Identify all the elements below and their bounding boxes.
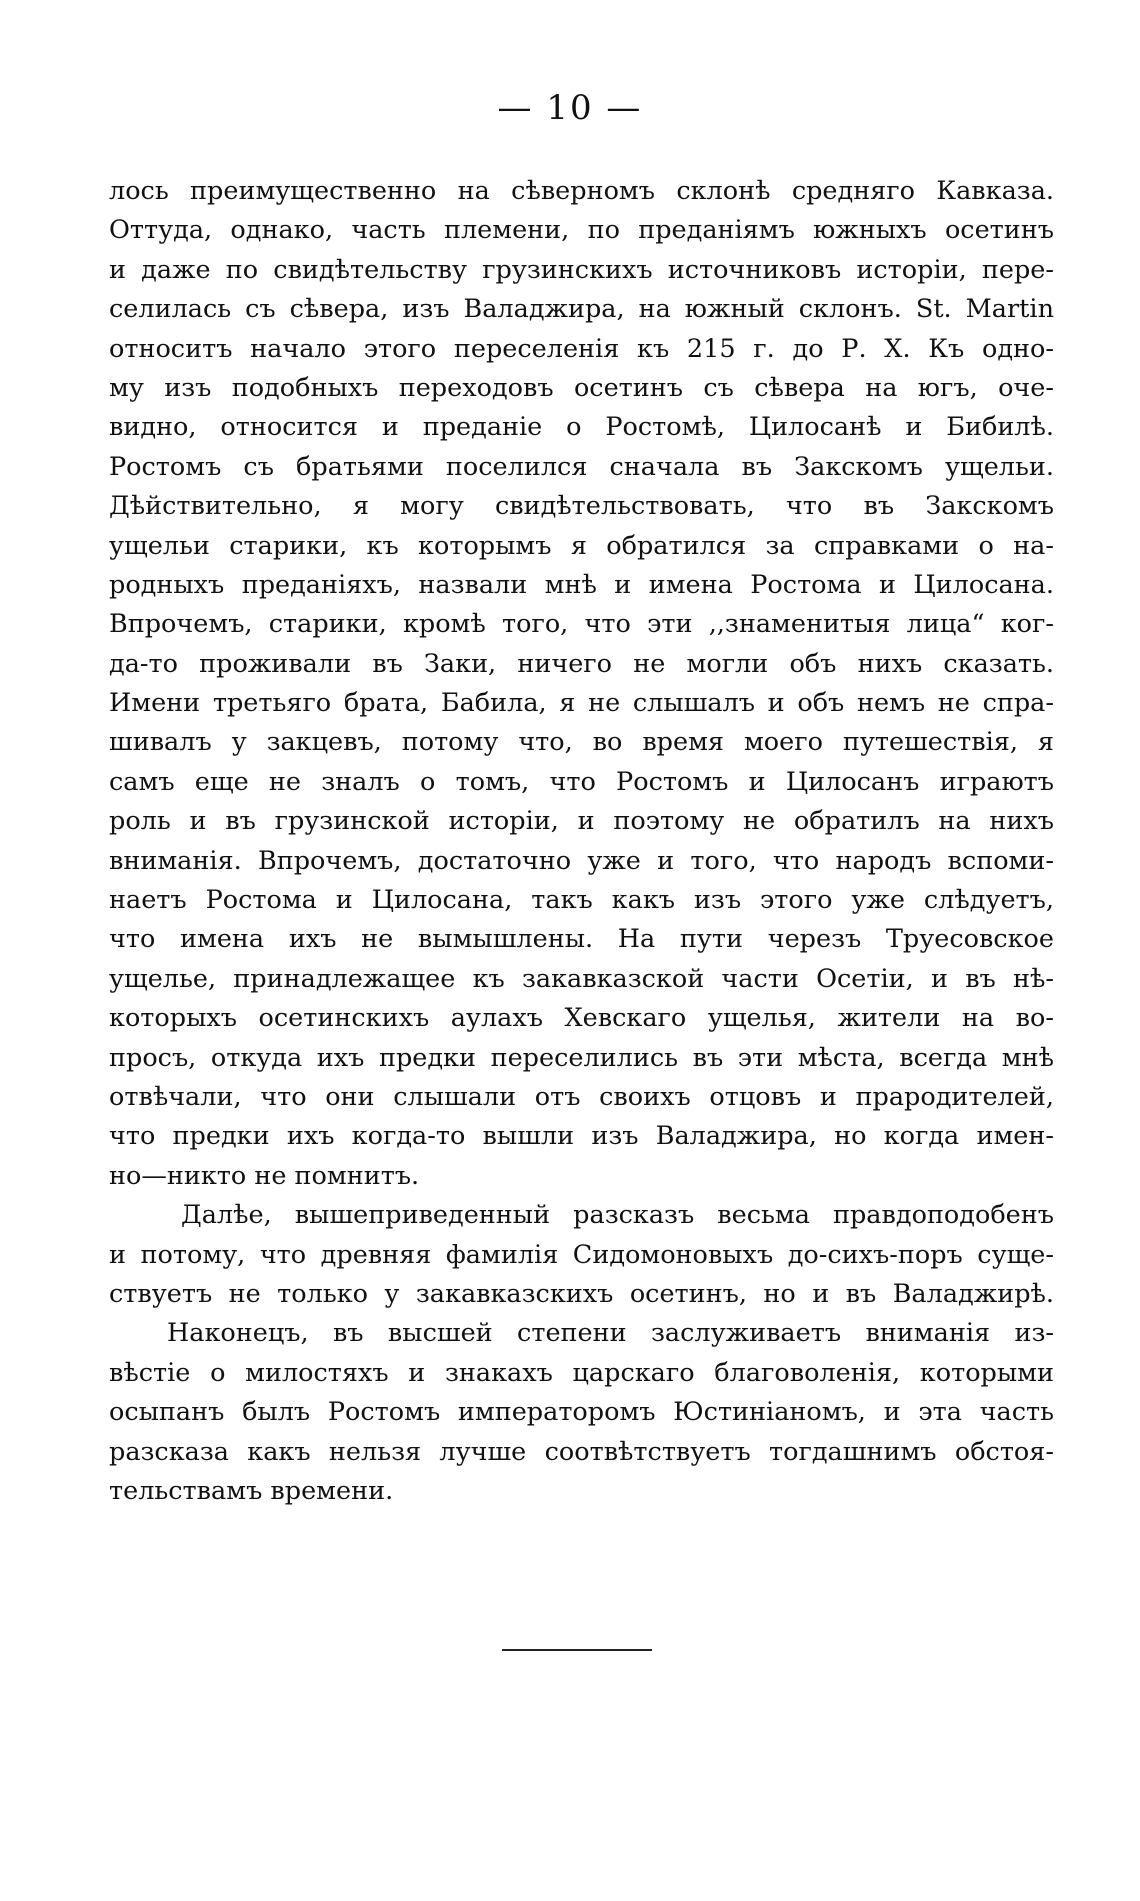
- paragraph-1: [109, 172, 1054, 1196]
- text-line: что предки ихъ когда-то вышли изъ Валаджира, но когда имен-: [109, 1121, 1054, 1152]
- text-line: и даже по свидѣтельству грузинскихъ источниковъ исторіи, пере-: [109, 254, 1054, 285]
- text-line: Оттуда, однако, часть племени, по преданіямъ южныхъ осетинъ: [109, 215, 1054, 246]
- text-line: наетъ Ростома и Цилосана, такъ какъ изъ этого уже слѣдуетъ,: [109, 885, 1054, 916]
- text-line: родныхъ преданіяхъ, назвали мнѣ и имена Ростома и Цилосана.: [109, 569, 1054, 600]
- text-line: относитъ начало этого переселенія къ 215 г. до Р. Х. Къ одно-: [109, 333, 1054, 364]
- page-number: — 10 —: [497, 88, 643, 128]
- text-line: видно, относится и преданіе о Ростомѣ, Цилосанѣ и Бибилѣ.: [109, 412, 1054, 443]
- text-line: Имени третьяго брата, Бабила, я не слышалъ и объ немъ не спра-: [109, 688, 1054, 719]
- text-line: лось преимущественно на сѣверномъ склонѣ средняго Кавказа.: [109, 176, 1054, 206]
- text-line: Ростомъ съ братьями поселился сначала въ Закскомъ ущельи.: [109, 451, 1054, 482]
- paragraph-2: [109, 1196, 1054, 1314]
- text-line: да-то проживали въ Заки, ничего не могли объ нихъ сказать.: [109, 648, 1054, 679]
- text-line: что имена ихъ не вымышлены. На пути черезъ Труесовское: [109, 924, 1054, 955]
- paragraph-3: [109, 1314, 1054, 1511]
- body-text: [109, 172, 1054, 1511]
- text-line: ствуетъ не только у закавказскихъ осетинъ, но и въ Валаджирѣ.: [109, 1278, 1054, 1309]
- text-line: Дѣйствительно, я могу свидѣтельствовать, что въ Закскомъ: [109, 491, 1054, 522]
- text-line: самъ еще не зналъ о томъ, что Ростомъ и Цилосанъ играютъ: [109, 766, 1054, 797]
- text-line: Впрочемъ, старики, кромѣ того, что эти ,,знаменитыя лица“ ког-: [109, 609, 1054, 640]
- text-line: му изъ подобныхъ переходовъ осетинъ съ сѣвера на югъ, оче-: [109, 372, 1054, 403]
- text-line: роль и въ грузинской исторіи, и поэтому не обратилъ на нихъ: [109, 806, 1054, 837]
- text-line: шивалъ у закцевъ, потому что, во время моего путешествія, я: [109, 727, 1054, 758]
- text-line: вѣстіе о милостяхъ и знакахъ царскаго благоволенія, которыми: [109, 1357, 1054, 1388]
- text-line: ущельи старики, къ которымъ я обратился за справками о на-: [109, 530, 1054, 561]
- text-line: но—никто не помнитъ.: [109, 1160, 420, 1191]
- section-divider: [502, 1649, 652, 1651]
- text-line: отвѣчали, что они слышали отъ своихъ отцовъ и прародителей,: [109, 1081, 1054, 1112]
- text-line: разсказа какъ нельзя лучше соотвѣтствуетъ тогдашнимъ обстоя-: [109, 1436, 1054, 1467]
- text-line: Далѣе, вышеприведенный разсказъ весьма правдоподобенъ: [181, 1200, 1054, 1231]
- text-line: тельствамъ времени.: [109, 1475, 394, 1506]
- text-line: которыхъ осетинскихъ аулахъ Хевскаго ущелья, жители на во-: [109, 1003, 1054, 1034]
- text-line: и потому, что древняя фамилія Сидомоновыхъ до-сихъ-поръ суще-: [109, 1239, 1054, 1270]
- text-line: селилась съ сѣвера, изъ Валаджира, на южный склонъ. St. Martin: [109, 294, 1054, 325]
- text-line: просъ, откуда ихъ предки переселились въ эти мѣста, всегда мнѣ: [109, 1042, 1054, 1073]
- text-line: осыпанъ былъ Ростомъ императоромъ Юстиніаномъ, и эта часть: [109, 1397, 1054, 1428]
- text-line: вниманія. Впрочемъ, достаточно уже и того, что народъ вспоми-: [109, 845, 1054, 876]
- text-line: Наконецъ, въ высшей степени заслуживаетъ вниманія из-: [167, 1318, 1054, 1349]
- text-line: ущелье, принадлежащее къ закавказской части Осетіи, и въ нѣ-: [109, 963, 1054, 994]
